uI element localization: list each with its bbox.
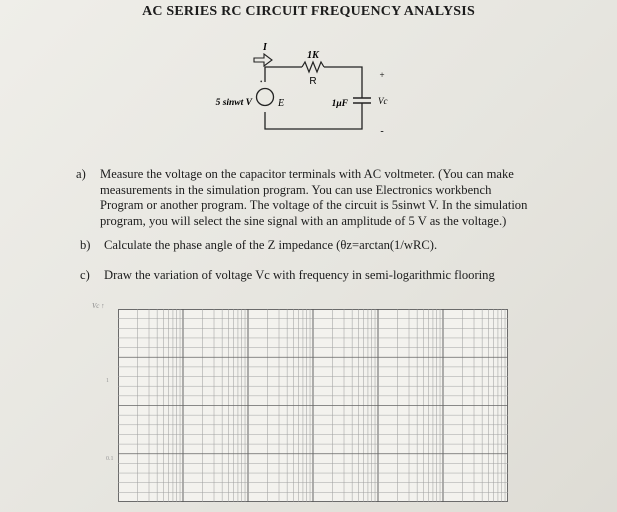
question-c-line-1: Draw the variation of voltage Vc with frequency in semi-logarithmic flooring <box>104 268 495 282</box>
question-a <box>76 167 537 229</box>
source-dot: • <box>260 78 263 86</box>
resistor-value: 1K <box>307 50 319 61</box>
graph-tick-label: 0.1 <box>106 456 114 462</box>
question-a-label: a) <box>76 167 86 181</box>
question-a-line-1: Measure the voltage on the capacitor terminals with AC voltmeter. (You can make <box>100 167 514 181</box>
vc-plus: + <box>379 70 385 80</box>
semi-log-graph-paper[interactable] <box>118 309 508 502</box>
resistor-name: R <box>309 76 317 87</box>
ac-source-circle <box>257 89 274 106</box>
current-label: I <box>263 42 267 53</box>
question-b-label: b) <box>80 238 91 252</box>
page-title: AC SERIES RC CIRCUIT FREQUENCY ANALYSIS <box>142 4 475 19</box>
question-a-line-2: measurements in the simulation program. You can use Electronics workbench <box>100 182 492 197</box>
question-b <box>80 238 541 254</box>
source-name: E <box>278 98 285 109</box>
source-label: 5 sinwt V <box>215 98 252 108</box>
vc-minus: - <box>380 126 384 137</box>
resistor-zigzag <box>302 62 324 72</box>
graph-y-axis-label: Vc ↑ <box>92 302 105 310</box>
rc-circuit-diagram <box>190 40 430 150</box>
graph-tick-label: 1 <box>106 378 109 384</box>
question-a-line-3: Program or another program. The voltage of the circuit is 5sinwt V. In the simulation <box>100 198 528 212</box>
circuit-wire-right <box>324 67 362 98</box>
question-c-label: c) <box>80 268 90 282</box>
vc-label: Vc <box>378 96 388 106</box>
current-arrow-icon <box>254 54 272 66</box>
question-b-line-1: Calculate the phase angle of the Z impedance (θz=arctan(1/wRC). <box>104 238 438 252</box>
question-a-line-4: program, you will select the sine signal with an amplitude of 5 V as the voltage.) <box>100 213 507 228</box>
capacitor-value: 1μF <box>331 99 348 109</box>
circuit-wire-top <box>265 67 302 82</box>
question-c <box>80 268 541 284</box>
